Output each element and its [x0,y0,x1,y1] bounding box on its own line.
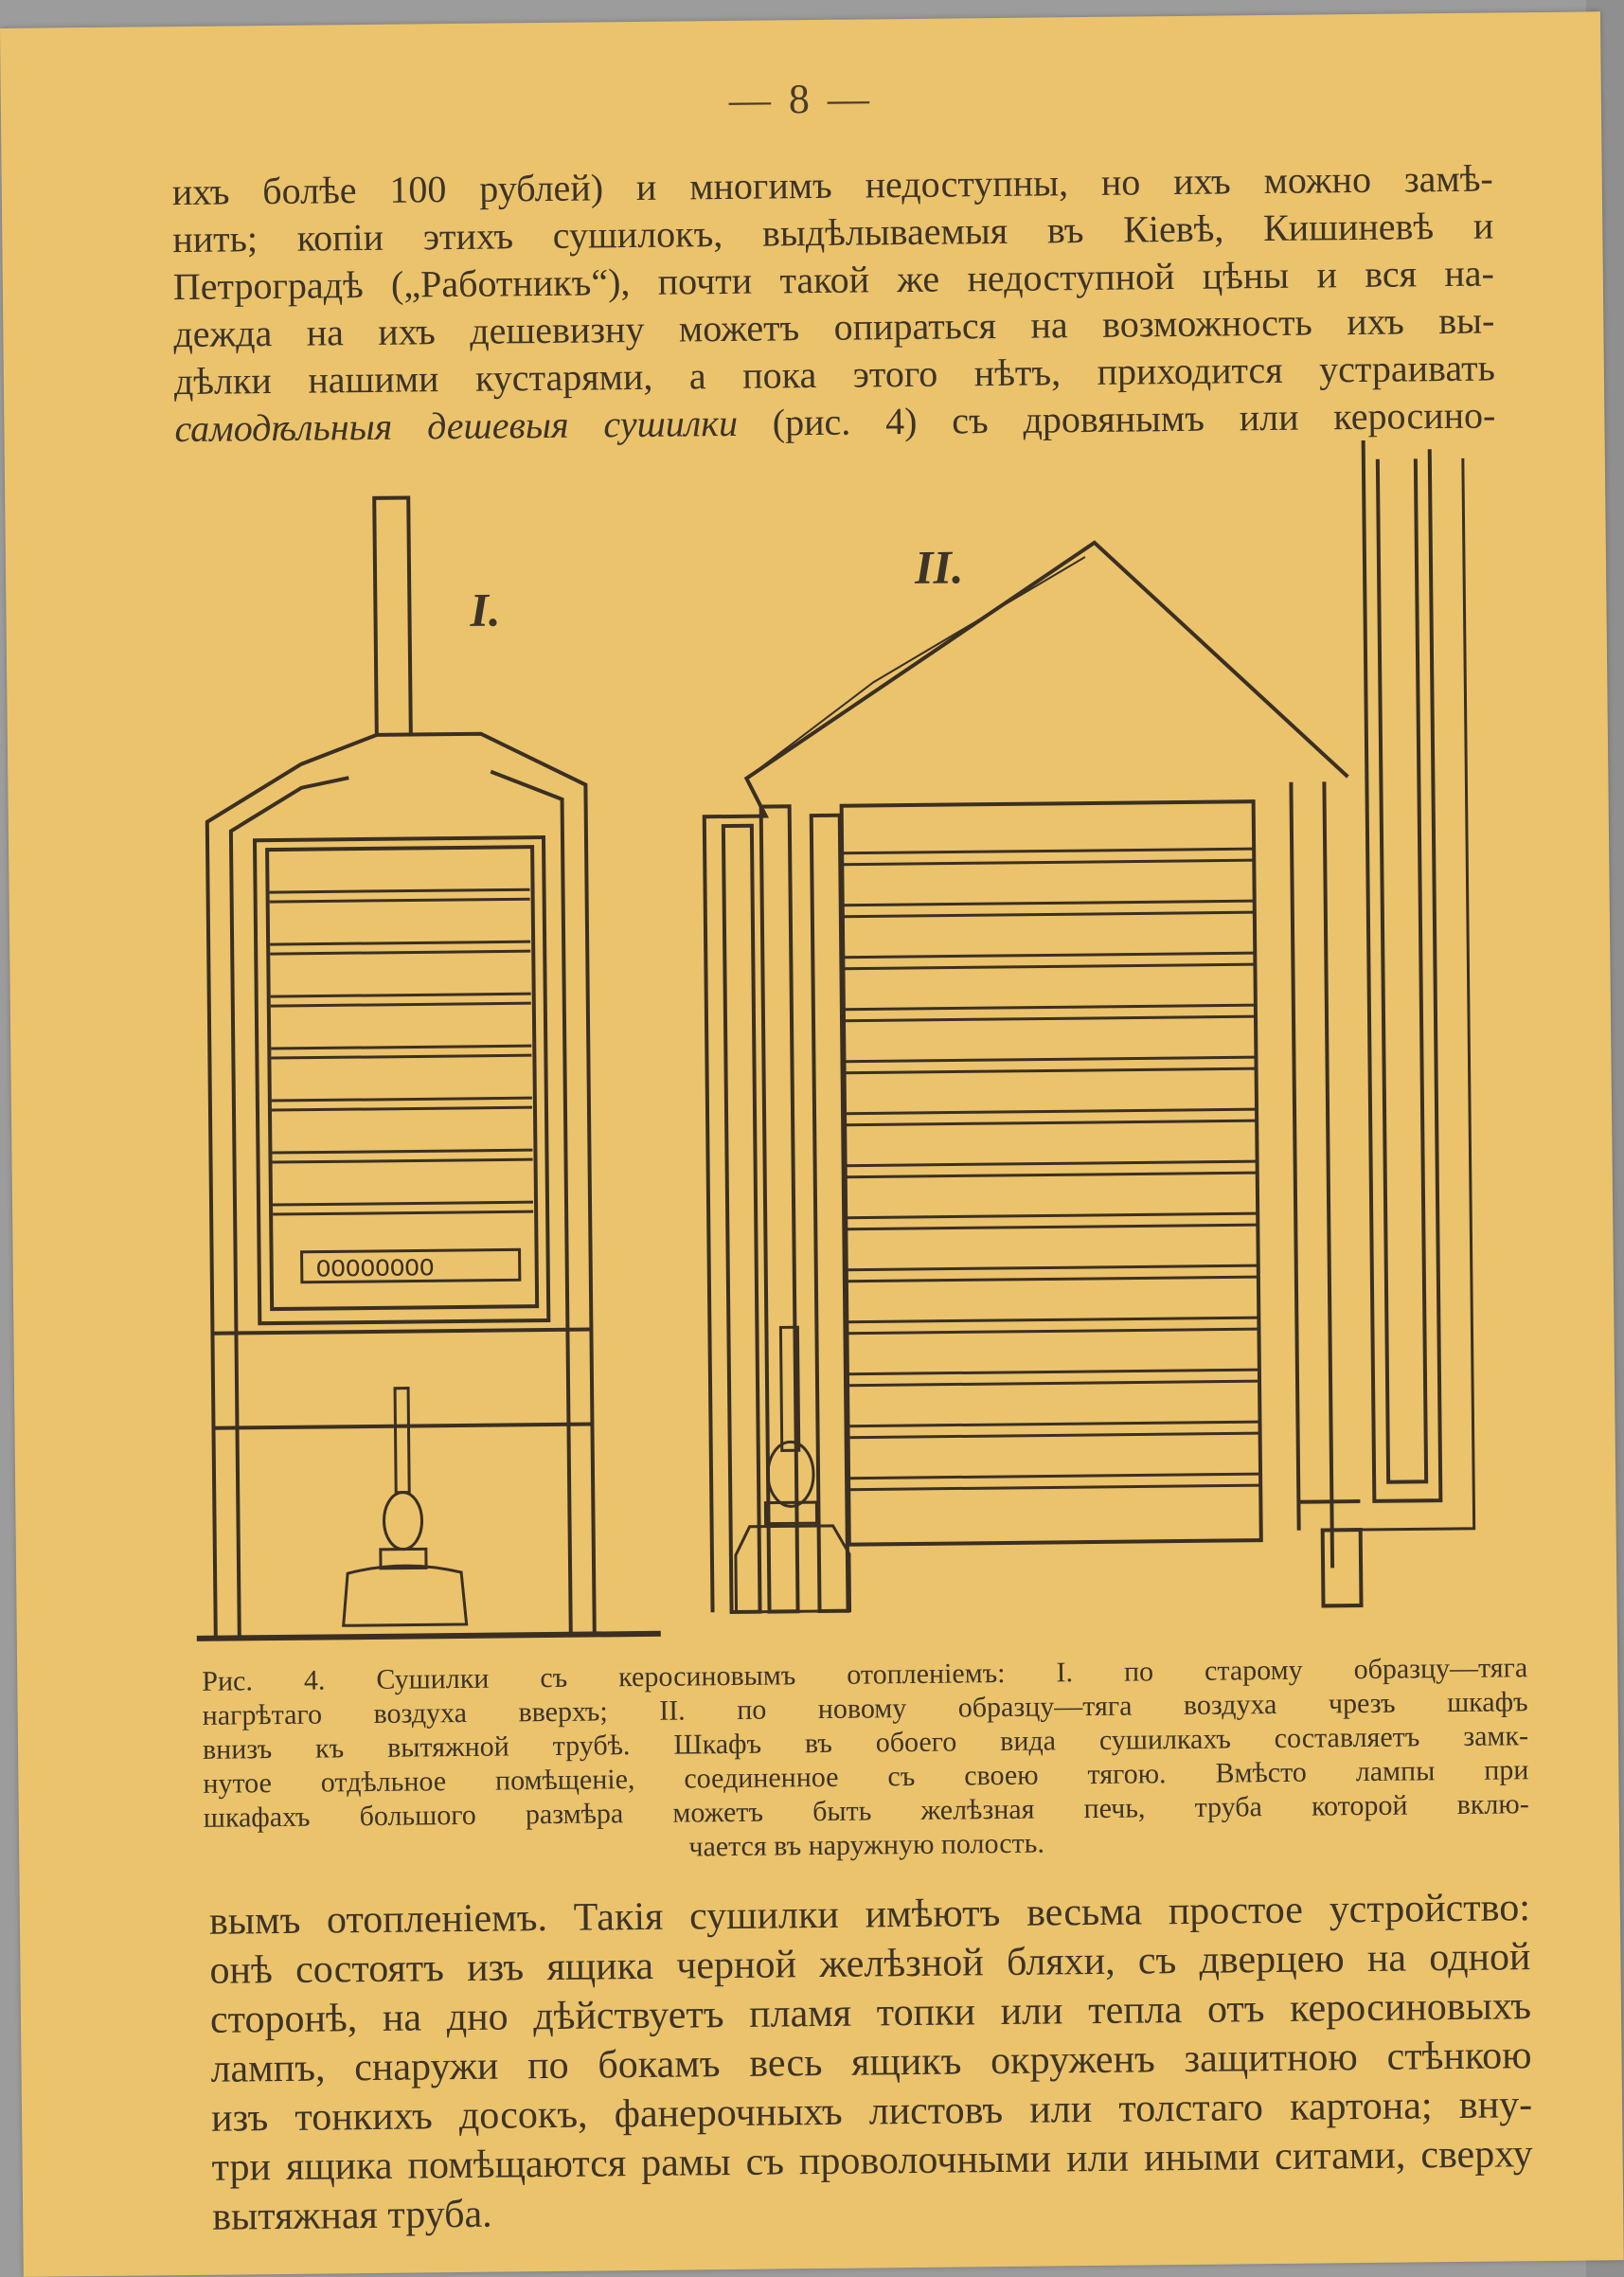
dryer-two [701,439,1475,1612]
dryer-drawing [175,439,1513,1656]
text-line: вымъ отопленіемъ. Такія сушилки имѣютъ весьма простое устройство: [208,1886,1531,1944]
lamp-one [341,1388,467,1625]
text-line: вытяжная труба. [211,2192,492,2239]
caption-line: нагрѣтаго воздуха вверхъ; II. по новому образцу—тяга воздуха чрезъ шкафъ [202,1686,1528,1731]
bottom-paragraph [209,1883,1534,2242]
text-line: дѣлки нашими кустарями, а пока этого нѣтъ, приходится устраивать [173,346,1496,403]
shelves-two [842,849,1260,1490]
dryer-figure [175,439,1513,1656]
lamp-two [733,1327,849,1612]
text-line: нить; копіи этихъ сушилокъ, выдѣлываемыя въ Кіевѣ, Кишиневѣ и [172,204,1494,261]
shelves-one [270,889,534,1214]
exhaust-pipe-two [1288,439,1474,1531]
figure-label-two: II. [914,540,964,594]
book-page [0,11,1624,2277]
burner-holes: OOOOOOOO [315,1254,435,1284]
text-line: лампъ, снаружи по бокамъ весь ящикъ окруженъ защитною стѣнкою [210,2034,1532,2091]
caption-line: Рис. 4. Сушилки съ керосиновымъ отопленіемъ: I. по старому образцу—тяга [202,1652,1528,1697]
text-line: онѣ состоятъ изъ ящика черной желѣзной бляхи, съ дверцею на одной [209,1935,1531,1993]
text-line: изъ тонкихъ досокъ, фанерочныхъ листовъ или толстаго картона; вну- [210,2083,1533,2141]
chimney-one [374,498,411,735]
italic-phrase: самодѣльныя дешевыя сушилки [174,401,739,451]
caption-line: внизъ къ вытяжной трубѣ. Шкафъ въ обоего вида сушилкахъ составляетъ замк- [202,1720,1529,1766]
text-line: ихъ болѣе 100 рублей) и многимъ недоступны, но ихъ можно замѣ- [171,156,1493,214]
text-line: сторонѣ, на дно дѣйствуетъ пламя топки или тепла отъ керосиновыхъ [209,1984,1532,2042]
text-line: Петроградѣ („Работникъ“), почти такой же недоступной цѣны и вся на- [172,251,1495,309]
text-line: дежда на ихъ дешевизну можетъ опираться на возможность ихъ вы- [173,298,1495,356]
post-two-left [723,826,760,1612]
caption-line: чается въ наружную полость. [688,1827,1045,1863]
figure-caption [202,1651,1529,1870]
caption-line: шкафахъ большого размѣра можетъ быть желѣзная печь, труба которой вклю- [203,1788,1529,1834]
text-line: три ящика помѣщаются рамы съ проволочными или иными ситами, сверху [211,2132,1533,2190]
top-paragraph [172,154,1496,453]
dryer-one [185,495,661,1639]
ground-one [197,1634,661,1639]
text-fragment: (рис. 4) съ дровянымъ или керосино- [737,393,1496,444]
caption-line: нутое отдѣльное помѣщеніе, соединенное съ своею тягою. Вмѣсто лампы при [203,1754,1529,1800]
page-number: — 8 — [728,75,874,123]
figure-label-one: I. [470,583,501,636]
